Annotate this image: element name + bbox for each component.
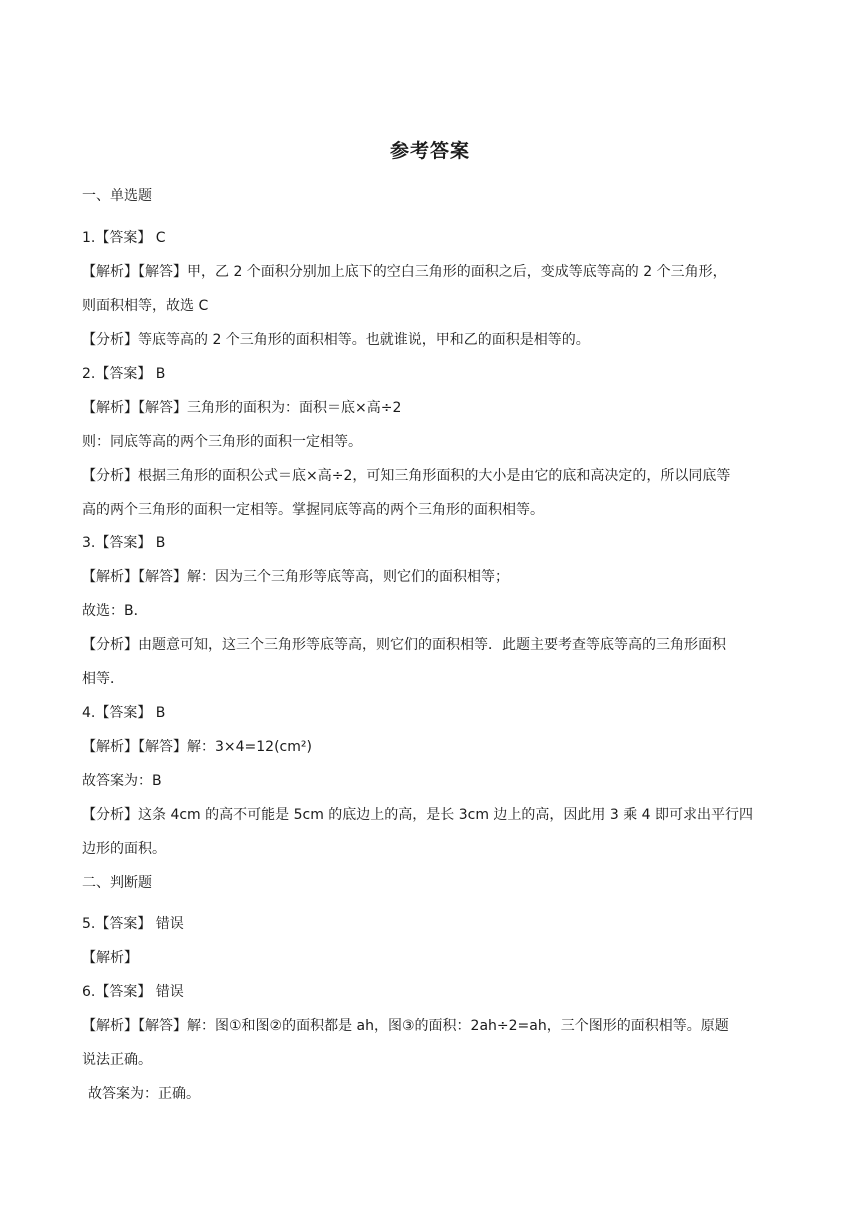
analysis-2-line-3: 【分析】根据三角形的面积公式＝底×高÷2，可知三角形面积的大小是由它的底和高决定的，所以同底等 bbox=[82, 468, 731, 484]
analysis-1-line-2: 则面积相等，故选 C bbox=[82, 298, 209, 314]
analysis-2-line-1: 【解析】【解答】三角形的面积为：面积＝底×高÷2 bbox=[82, 400, 402, 416]
analysis-2-line-2: 则：同底等高的两个三角形的面积一定相等。 bbox=[82, 434, 362, 450]
analysis-1-line-3: 【分析】等底等高的 2 个三角形的面积相等。也就谁说，甲和乙的面积是相等的。 bbox=[82, 332, 590, 348]
answer-6: 6.【答案】 错误 bbox=[82, 984, 184, 1000]
page-title: 参考答案 bbox=[389, 140, 470, 162]
analysis-6-line-3: 故答案为：正确。 bbox=[88, 1086, 200, 1102]
answer-5: 5.【答案】 错误 bbox=[82, 916, 184, 932]
analysis-3-line-2: 故选：B． bbox=[82, 603, 148, 619]
analysis-4-line-4: 边形的面积。 bbox=[82, 841, 166, 857]
analysis-6-line-2: 说法正确。 bbox=[82, 1052, 152, 1068]
analysis-3-line-1: 【解析】【解答】解：因为三个三角形等底等高，则它们的面积相等； bbox=[82, 569, 509, 585]
analysis-3-line-3: 【分析】由题意可知，这三个三角形等底等高，则它们的面积相等．此题主要考查等底等高的三角形面积 bbox=[82, 637, 726, 653]
analysis-4-line-3: 【分析】这条 4cm 的高不可能是 5cm 的底边上的高，是长 3cm 边上的高，因此用 3 乘 4 即可求出平行四 bbox=[82, 807, 754, 823]
analysis-4-line-1: 【解析】【解答】解：3×4=12(cm²) bbox=[82, 739, 312, 755]
section-heading-single-choice: 一、单选题 bbox=[82, 188, 152, 204]
analysis-2-line-4: 高的两个三角形的面积一定相等。掌握同底等高的两个三角形的面积相等。 bbox=[82, 502, 544, 518]
analysis-4-line-2: 故答案为：B bbox=[82, 773, 162, 789]
answer-2: 2.【答案】 B bbox=[82, 366, 166, 382]
analysis-3-line-4: 相等． bbox=[82, 671, 124, 687]
analysis-1-line-1: 【解析】【解答】甲，乙 2 个面积分别加上底下的空白三角形的面积之后，变成等底等高的 2 个三角形， bbox=[82, 264, 727, 280]
answer-3: 3.【答案】 B bbox=[82, 535, 166, 551]
answer-1: 1.【答案】 C bbox=[82, 230, 166, 246]
analysis-6-line-1: 【解析】【解答】解：图①和图②的面积都是 ah，图③的面积：2ah÷2=ah，三个图形的面积相等。原题 bbox=[82, 1018, 729, 1034]
section-heading-true-false: 二、判断题 bbox=[82, 875, 152, 891]
analysis-5-line-1: 【解析】 bbox=[82, 950, 138, 966]
answer-4: 4.【答案】 B bbox=[82, 705, 166, 721]
